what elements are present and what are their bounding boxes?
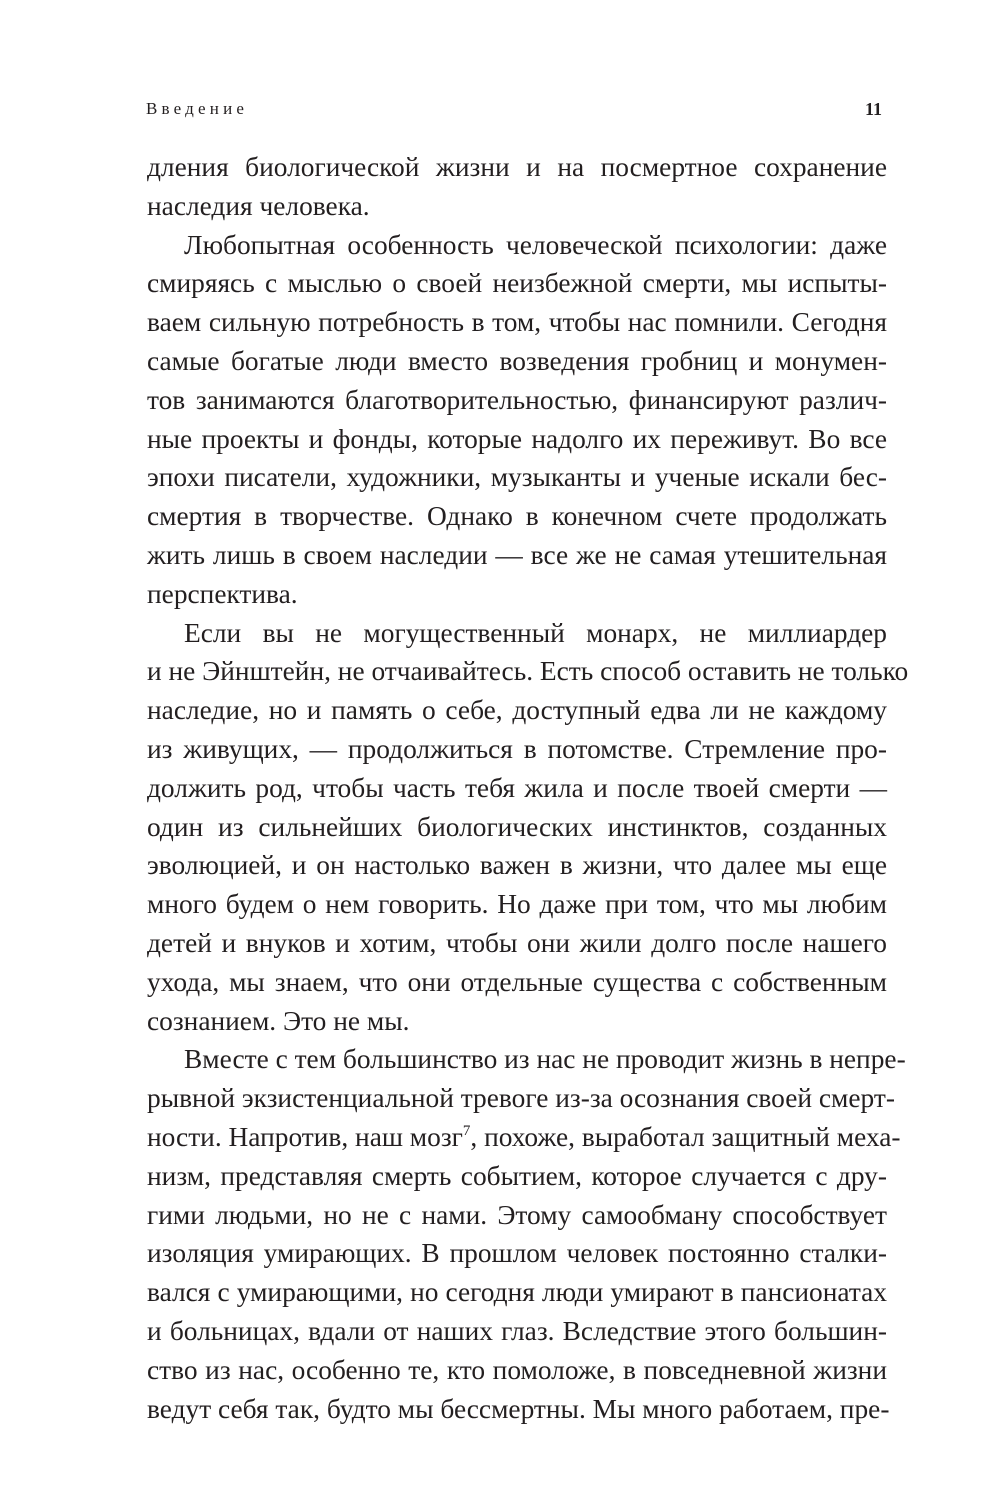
- text-line: один из сильнейших биологических инстинктов, созданных: [147, 811, 887, 842]
- section-title: Введение: [146, 99, 249, 118]
- text-line: гими людьми, но не с нами. Этому самообману способствует: [147, 1199, 887, 1230]
- text-line: ные проекты и фонды, которые надолго их переживут. Во все: [147, 423, 887, 454]
- text-line: самые богатые люди вместо возведения гробниц и монумен-: [147, 345, 887, 376]
- text-line: ваем сильную потребность в том, чтобы нас помнили. Сегодня: [147, 307, 887, 338]
- paragraph-3: [147, 614, 909, 1041]
- running-head: [0, 96, 1000, 122]
- text-line: ство из нас, особенно те, кто помоложе, в повседневной жизни: [147, 1354, 887, 1385]
- text-line: перспектива.: [147, 578, 298, 609]
- text-segment: , похоже, выработал защитный меха-: [470, 1121, 901, 1152]
- text-line: и больницах, вдали от наших глаз. Вследствие этого большин-: [147, 1315, 887, 1346]
- paragraph-4: [147, 1040, 906, 1428]
- text-line: ведут себя так, будто мы бессмертны. Мы много работаем, пре-: [147, 1393, 890, 1424]
- text-line: Любопытная особенность человеческой психологии: даже: [184, 229, 887, 260]
- text-line: и не Эйнштейн, не отчаивайтесь. Есть способ оставить не только: [147, 656, 909, 687]
- footnote-marker[interactable]: 7: [462, 1122, 471, 1139]
- text-segment: ности. Напротив, наш мозг: [147, 1121, 463, 1152]
- text-line: эволюцией, и он настолько важен в жизни, что далее мы еще: [147, 850, 887, 881]
- body-text: [147, 148, 909, 1428]
- text-line: из живущих, — продолжиться в потомстве. Стремление про-: [147, 733, 887, 764]
- text-line: много будем о нем говорить. Но даже при том, что мы любим: [147, 889, 887, 920]
- text-line: наследия человека.: [147, 190, 370, 221]
- text-line: тов занимаются благотворительностью, финансируют различ-: [147, 384, 887, 415]
- text-line: дления биологической жизни и на посмертное сохранение: [147, 152, 887, 182]
- text-line: смертия в творчестве. Однако в конечном счете продолжать: [147, 501, 887, 532]
- paragraph-1: [147, 148, 887, 226]
- text-line: рывной экзистенциальной тревоге из-за осознания своей смерт-: [147, 1083, 895, 1114]
- text-line: жить лишь в своем наследии — все же не самая утешительная: [147, 539, 887, 570]
- text-line: ухода, мы знаем, что они отдельные существа с собственным: [147, 966, 887, 997]
- text-line: сознанием. Это не мы.: [147, 1005, 410, 1036]
- text-line: изоляция умирающих. В прошлом человек постоянно сталки-: [147, 1238, 887, 1269]
- text-line: смиряясь с мыслью о своей неизбежной смерти, мы испыты-: [147, 268, 887, 299]
- paragraph-2: [147, 226, 887, 614]
- text-line: должить род, чтобы часть тебя жила и после твоей смерти —: [147, 772, 887, 803]
- text-line: детей и внуков и хотим, чтобы они жили долго после нашего: [147, 927, 887, 958]
- text-line: Вместе с тем большинство из нас не проводит жизнь в непре-: [184, 1044, 906, 1075]
- page-number: 11: [864, 99, 882, 119]
- text-line-with-footnote: [147, 1118, 901, 1157]
- text-line: вался с умирающими, но сегодня люди умирают в пансионатах: [147, 1277, 887, 1308]
- text-line: эпохи писатели, художники, музыканты и ученые искали бес-: [147, 462, 887, 493]
- text-line: низм, представляя смерть событием, которое случается с дру-: [147, 1160, 887, 1191]
- text-line: наследие, но и память о себе, доступный едва ли не каждому: [147, 695, 887, 726]
- text-line: Если вы не могущественный монарх, не миллиардер: [184, 617, 887, 648]
